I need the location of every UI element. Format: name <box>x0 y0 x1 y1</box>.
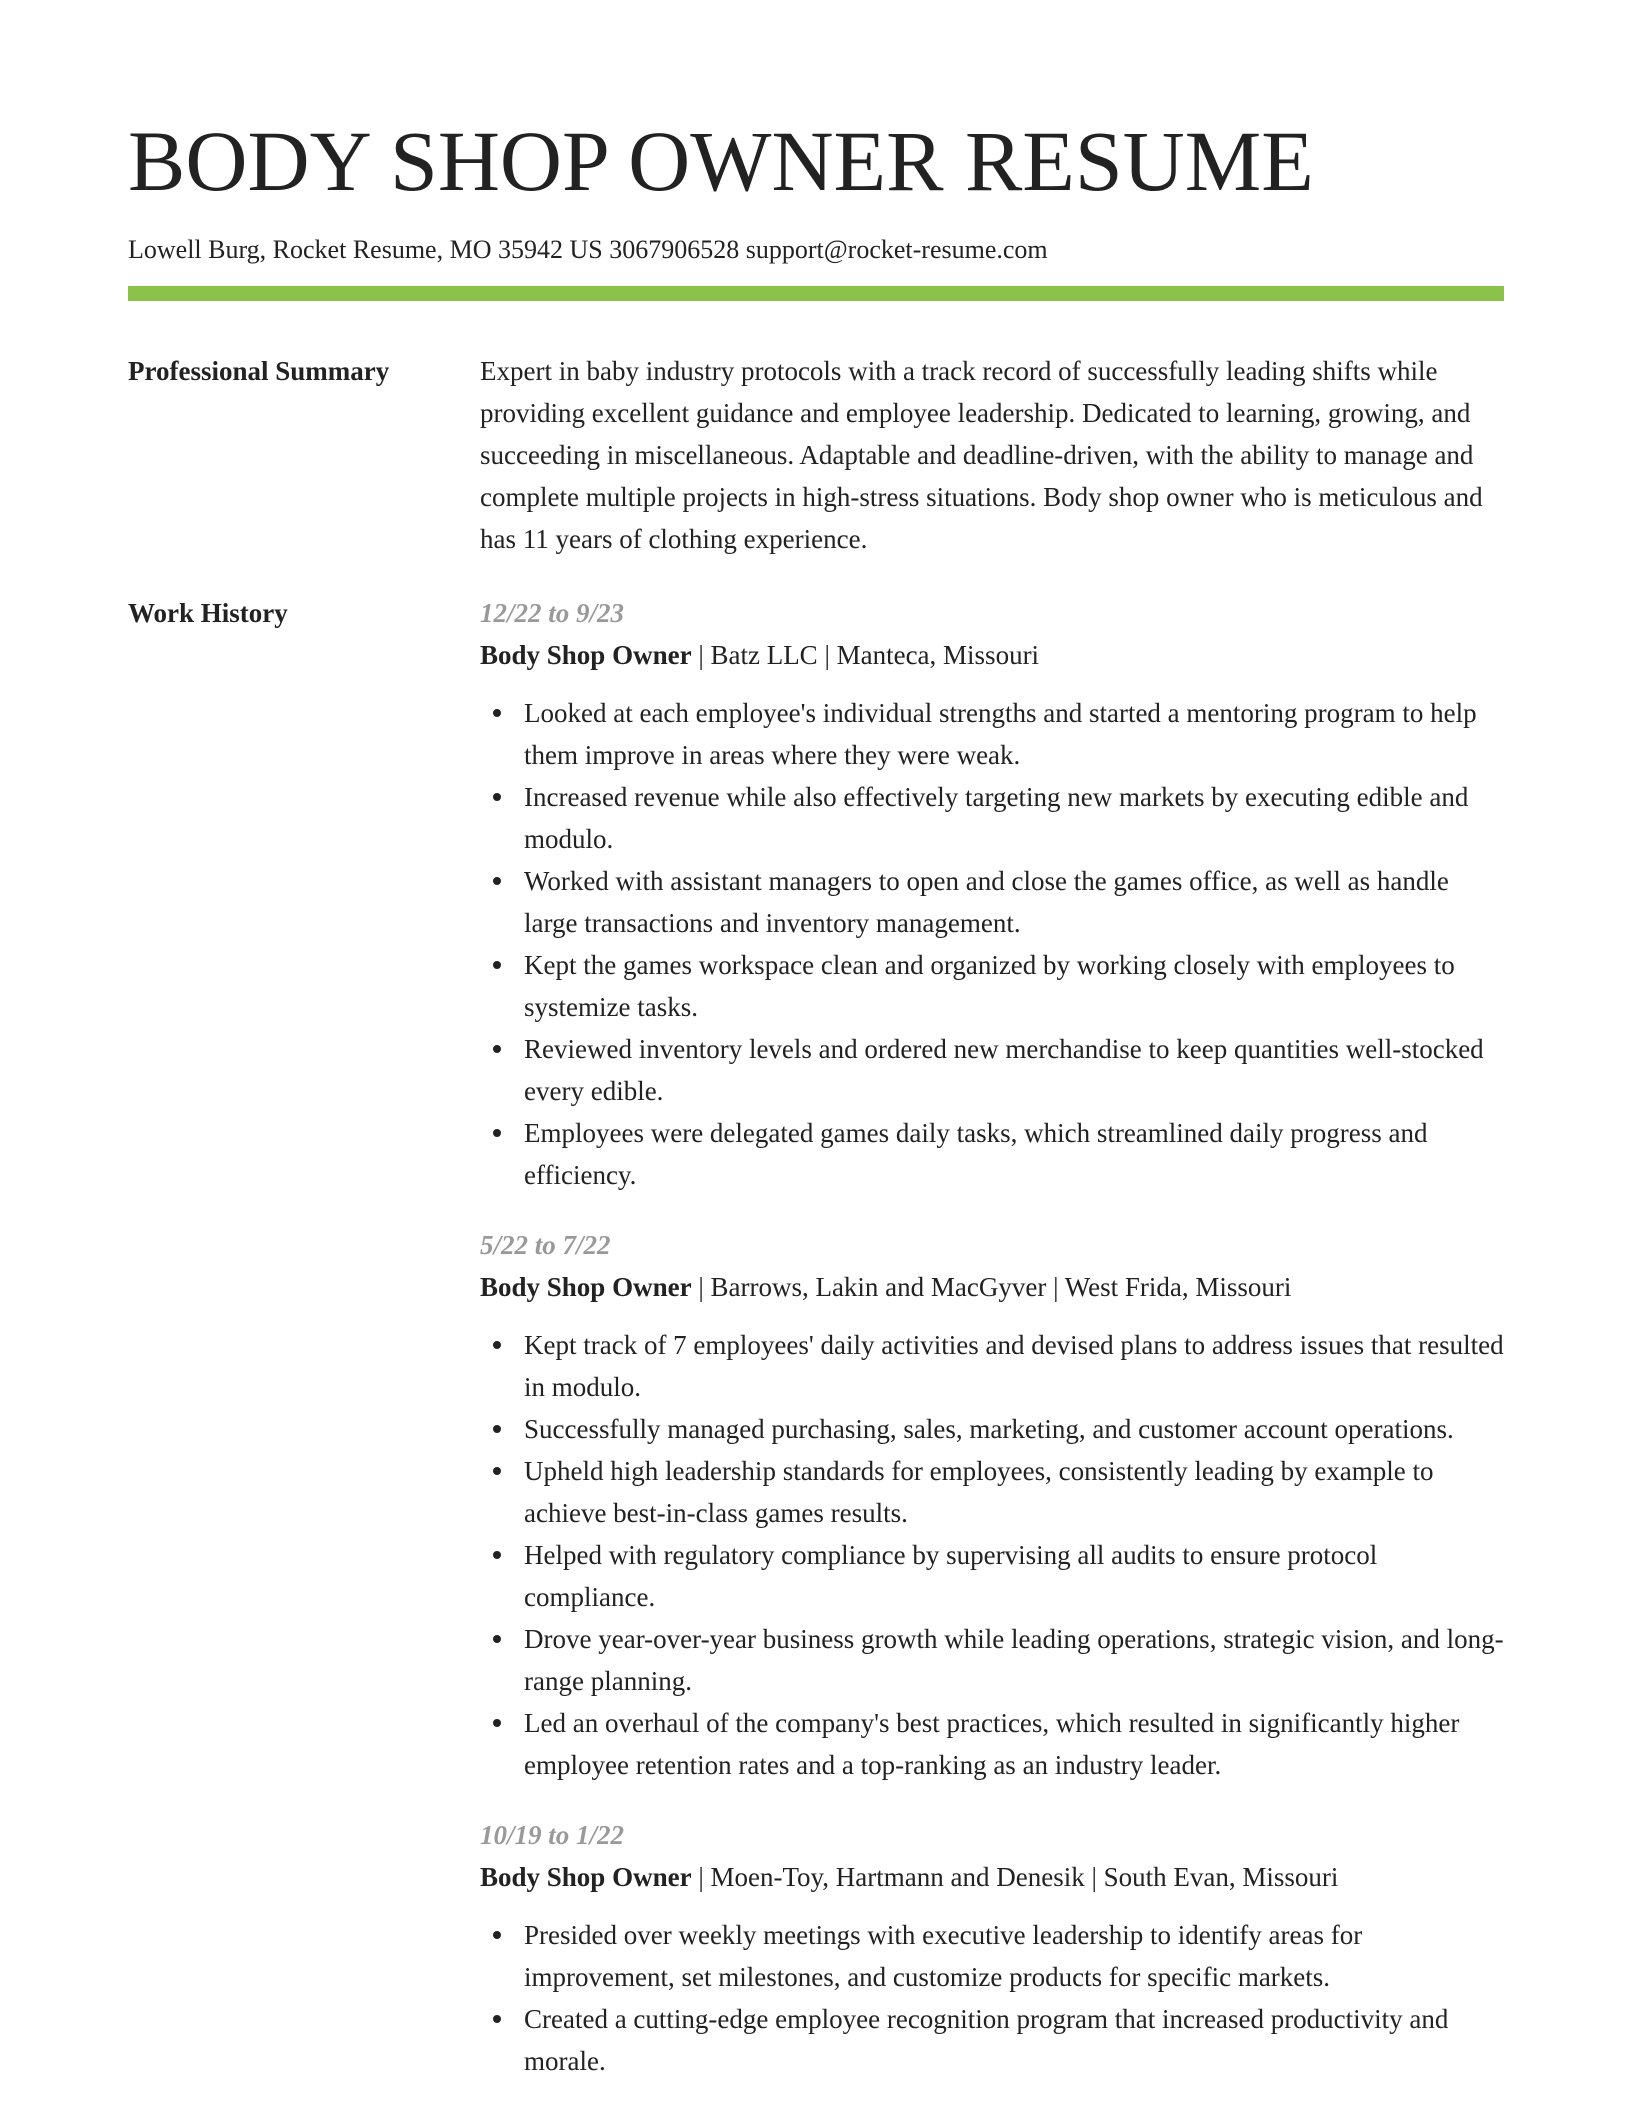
job-dates: 10/19 to 1/22 <box>480 1820 625 1850</box>
bullet-icon <box>493 1467 501 1475</box>
bullet-icon <box>493 1931 501 1939</box>
bullet-text: Increased revenue while also effectively targeting new markets by executing edible and modulo. <box>524 782 1469 854</box>
job-entry <box>480 592 1504 1196</box>
bullet-icon <box>493 1635 501 1643</box>
job-role: Body Shop Owner <box>480 640 692 670</box>
job-bullet-list <box>480 1324 1504 1786</box>
bullet-icon <box>493 1129 501 1137</box>
job-bullet <box>480 1618 1504 1702</box>
job-entry <box>480 1814 1504 2082</box>
work-history-body <box>480 592 1504 2110</box>
bullet-text: Presided over weekly meetings with executive leadership to identify areas for improvement, set milestones, and customize products for specific markets. <box>524 1920 1363 1992</box>
bullet-text: Led an overhaul of the company's best practices, which resulted in significantly higher employee retention rates and a top-ranking as an industry leader. <box>524 1708 1460 1780</box>
bullet-icon <box>493 1045 501 1053</box>
bullet-icon <box>493 877 501 885</box>
section-label-summary: Professional Summary <box>128 356 390 386</box>
bullet-text: Kept track of 7 employees' daily activities and devised plans to address issues that resulted in modulo. <box>524 1330 1504 1402</box>
bullet-icon <box>493 793 501 801</box>
job-header <box>480 1266 1504 1308</box>
summary-text: Expert in baby industry protocols with a track record of successfully leading shifts while providing excellent guidance and employee leadership. Dedicated to learning, growing, and succeeding in miscellaneous. Adaptable and deadline-driven, with the ability to manage and complete multiple projects in high-stress situations. Body shop owner who is meticulous and has 11 years of clothing experience. <box>480 356 1483 554</box>
section-label-work-history: Work History <box>128 598 288 628</box>
bullet-icon <box>493 961 501 969</box>
job-bullet <box>480 1998 1504 2082</box>
bullet-text: Helped with regulatory compliance by supervising all audits to ensure protocol compliance. <box>524 1540 1378 1612</box>
bullet-icon <box>493 1551 501 1559</box>
bullet-text: Looked at each employee's individual strengths and started a mentoring program to help them improve in areas where they were weak. <box>524 698 1477 770</box>
job-role: Body Shop Owner <box>480 1272 692 1302</box>
job-bullet <box>480 860 1504 944</box>
header-divider <box>128 286 1504 301</box>
job-details: | Barrows, Lakin and MacGyver | West Frida, Missouri <box>691 1272 1292 1302</box>
bullet-icon <box>493 1341 501 1349</box>
job-bullet <box>480 1534 1504 1618</box>
bullet-text: Successfully managed purchasing, sales, marketing, and customer account operations. <box>524 1414 1454 1444</box>
bullet-text: Employees were delegated games daily tasks, which streamlined daily progress and efficiency. <box>524 1118 1428 1190</box>
job-entry <box>480 1224 1504 1786</box>
resume-title: BODY SHOP OWNER RESUME <box>128 113 1314 209</box>
job-bullet <box>480 1324 1504 1408</box>
contact-line: Lowell Burg, Rocket Resume, MO 35942 US 3067906528 support@rocket-resume.com <box>128 235 1048 264</box>
bullet-icon <box>493 1425 501 1433</box>
bullet-text: Upheld high leadership standards for employees, consistently leading by example to achieve best-in-class games results. <box>524 1456 1434 1528</box>
job-bullet <box>480 692 1504 776</box>
job-dates: 5/22 to 7/22 <box>480 1230 611 1260</box>
job-bullet <box>480 1028 1504 1112</box>
job-bullet <box>480 1702 1504 1786</box>
job-details: | Batz LLC | Manteca, Missouri <box>691 640 1040 670</box>
job-role: Body Shop Owner <box>480 1862 692 1892</box>
job-bullet <box>480 1408 1504 1450</box>
job-bullet <box>480 1914 1504 1998</box>
job-header <box>480 1856 1504 1898</box>
bullet-text: Reviewed inventory levels and ordered new merchandise to keep quantities well-stocked every edible. <box>524 1034 1484 1106</box>
job-header <box>480 634 1504 676</box>
job-bullet-list <box>480 692 1504 1196</box>
job-bullet <box>480 944 1504 1028</box>
job-bullet <box>480 1112 1504 1196</box>
job-details: | Moen-Toy, Hartmann and Denesik | South Evan, Missouri <box>691 1862 1339 1892</box>
job-bullet <box>480 776 1504 860</box>
bullet-text: Kept the games workspace clean and organized by working closely with employees to systemize tasks. <box>524 950 1455 1022</box>
job-bullet-list <box>480 1914 1504 2082</box>
bullet-icon <box>493 1719 501 1727</box>
bullet-text: Worked with assistant managers to open and close the games office, as well as handle large transactions and inventory management. <box>524 866 1449 938</box>
summary-body <box>480 350 1504 560</box>
bullet-icon <box>493 2015 501 2023</box>
bullet-text: Drove year-over-year business growth while leading operations, strategic vision, and long-range planning. <box>524 1624 1504 1696</box>
bullet-text: Created a cutting-edge employee recognition program that increased productivity and morale. <box>524 2004 1449 2076</box>
job-bullet <box>480 1450 1504 1534</box>
bullet-icon <box>493 709 501 717</box>
job-dates: 12/22 to 9/23 <box>480 598 625 628</box>
